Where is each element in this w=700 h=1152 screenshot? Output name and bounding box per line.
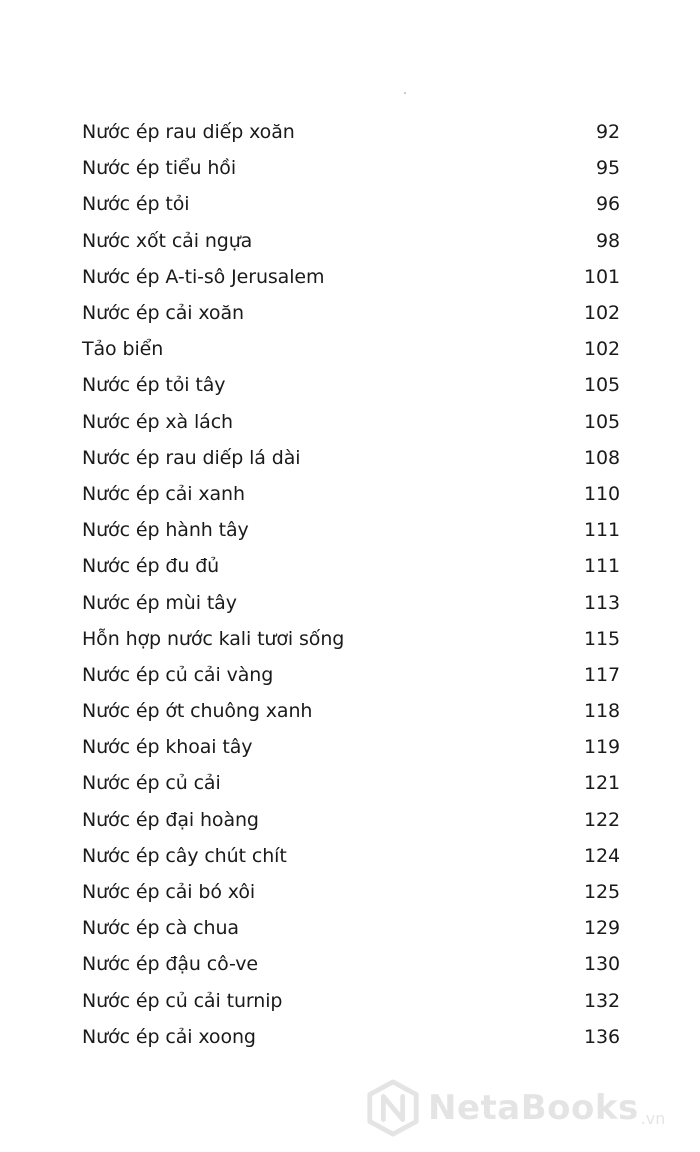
toc-entry [82,223,620,259]
toc-entry-page: 110 [584,482,620,505]
netabooks-logo-icon [364,1079,422,1137]
toc-entry-title: Nước ép đại hoàng [82,808,259,831]
toc-entry-page: 95 [596,157,620,180]
toc-entry-title: Nước ép cà chua [82,917,239,940]
toc-entry-title: Nước ép củ cải [82,772,221,795]
toc-entry-page: 132 [584,989,620,1012]
toc-entry-title: Nước ép cải xoăn [82,302,244,325]
toc-entry [82,295,620,331]
table-of-contents [82,114,620,1055]
toc-entry-title: Nước ép cải bó xôi [82,881,256,904]
toc-entry-page: 105 [584,410,620,433]
toc-entry-page: 115 [584,627,620,650]
toc-entry-page: 101 [584,265,620,288]
toc-entry-title: Nước ép cải xoong [82,1025,256,1048]
toc-entry-title: Nước ép đu đủ [82,555,220,578]
toc-entry-title: Nước ép ớt chuông xanh [82,700,313,723]
toc-entry-page: 124 [584,844,620,867]
toc-entry-title: Nước ép đậu cô-ve [82,953,258,976]
toc-entry-page: 96 [596,193,620,216]
toc-entry-title: Nước ép hành tây [82,519,249,542]
page-speck [404,92,406,94]
toc-entry-page: 92 [596,121,620,144]
toc-entry-title: Nước ép cải xanh [82,482,245,505]
toc-entry [82,729,620,765]
netabooks-watermark [364,1078,665,1138]
toc-entry [82,838,620,874]
toc-entry-page: 105 [584,374,620,397]
toc-entry-title: Nước ép tiểu hồi [82,157,236,180]
toc-entry [82,548,620,584]
toc-entry [82,910,620,946]
toc-entry [82,150,620,186]
toc-entry-title: Nước ép củ cải vàng [82,663,274,686]
toc-entry [82,476,620,512]
toc-entry-page: 102 [584,302,620,325]
toc-entry [82,765,620,801]
toc-entry-title: Nước ép tỏi [82,193,190,216]
toc-entry [82,367,620,403]
toc-entry-page: 117 [584,663,620,686]
toc-entry [82,584,620,620]
toc-entry-page: 122 [584,808,620,831]
toc-entry-title: Tảo biển [82,338,164,361]
toc-entry-page: 111 [584,519,620,542]
toc-entry [82,874,620,910]
toc-entry-title: Nước ép A-ti-sô Jerusalem [82,265,325,288]
toc-entry [82,946,620,982]
toc-entry [82,404,620,440]
toc-entry [82,621,620,657]
toc-entry [82,512,620,548]
toc-entry [82,331,620,367]
toc-entry [82,114,620,150]
toc-entry-page: 121 [584,772,620,795]
toc-entry [82,186,620,222]
toc-entry-page: 129 [584,917,620,940]
toc-entry-title: Nước ép rau diếp lá dài [82,446,301,469]
toc-entry-page: 118 [584,700,620,723]
toc-entry-page: 98 [596,229,620,252]
toc-entry-title: Nước ép khoai tây [82,736,253,759]
toc-entry-title: Nước ép tỏi tây [82,374,226,397]
toc-entry-title: Nước ép củ cải turnip [82,989,283,1012]
toc-entry [82,259,620,295]
toc-entry-title: Nước ép mùi tây [82,591,237,614]
toc-entry-page: 111 [584,555,620,578]
toc-entry [82,983,620,1019]
toc-entry [82,802,620,838]
toc-entry-title: Nước ép rau diếp xoăn [82,121,295,144]
toc-entry [82,1019,620,1055]
toc-entry-title: Nước ép xà lách [82,410,233,433]
toc-entry-page: 130 [584,953,620,976]
watermark-brand: NetaBooks [428,1088,639,1128]
toc-entry-title: Nước xốt cải ngựa [82,229,253,252]
watermark-suffix: .vn [640,1109,666,1128]
toc-entry [82,440,620,476]
toc-entry [82,693,620,729]
toc-entry-page: 125 [584,881,620,904]
toc-entry-page: 108 [584,446,620,469]
toc-entry-title: Hỗn hợp nước kali tươi sống [82,627,345,650]
toc-entry-page: 102 [584,338,620,361]
toc-entry-page: 136 [584,1025,620,1048]
toc-entry-page: 113 [584,591,620,614]
toc-entry [82,657,620,693]
toc-entry-page: 119 [584,736,620,759]
toc-entry-title: Nước ép cây chút chít [82,844,287,867]
